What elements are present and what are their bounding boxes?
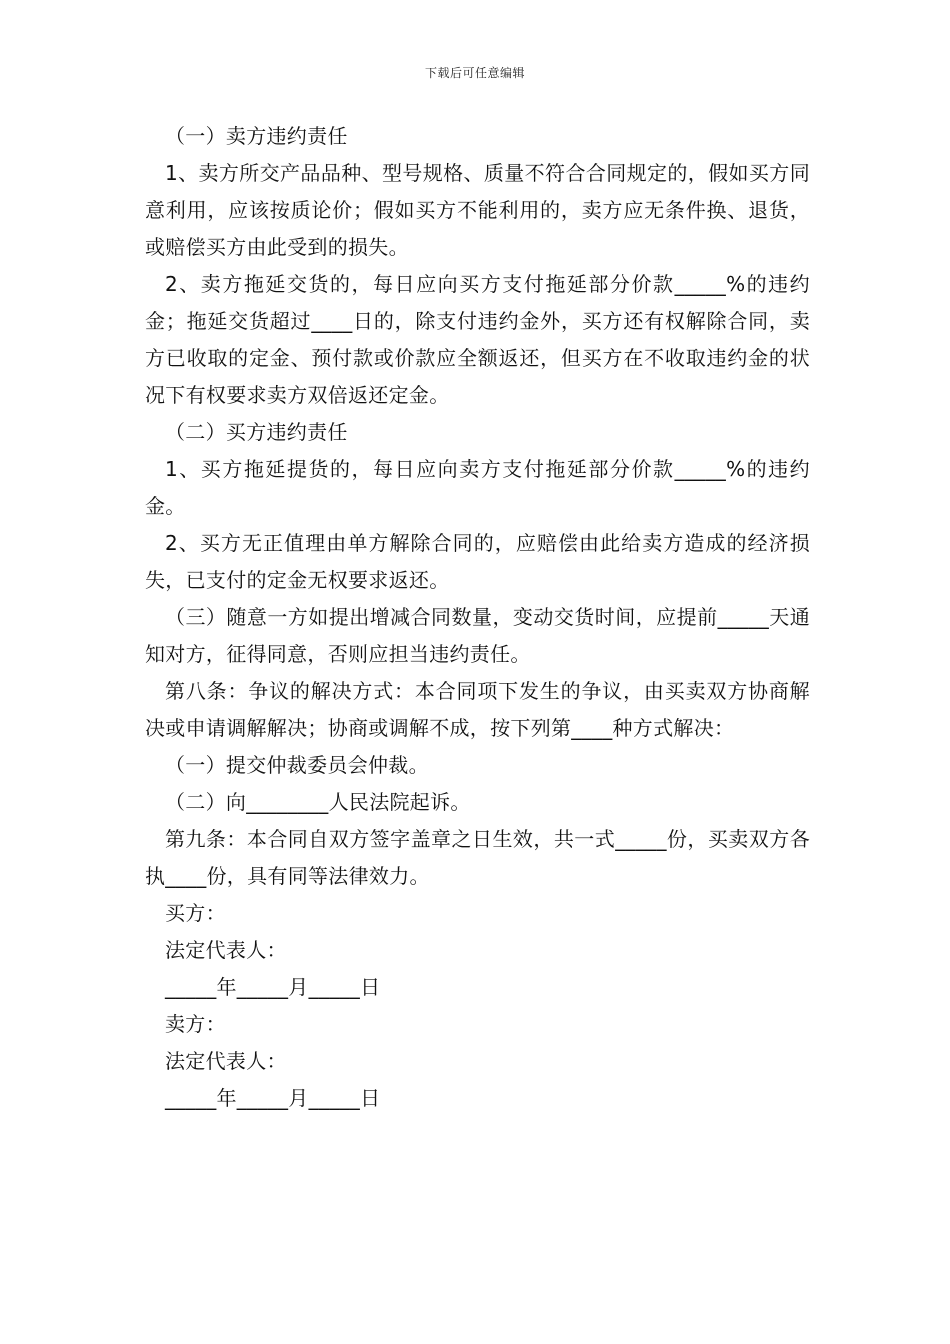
buyer-representative: 法定代表人： bbox=[165, 938, 287, 962]
article-8-dispute: 第八条：争议的解决方式：本合同项下发生的争议，由买卖双方协商解决或申请调解解决；协商或调解不成，按下列第____种方式解决： bbox=[145, 679, 810, 740]
buyer-date: _____年_____月_____日 bbox=[165, 975, 381, 999]
article-9-effect: 第九条：本合同自双方签字盖章之日生效，共一式_____份，买卖双方各执____份，具有同等法律效力。 bbox=[145, 827, 810, 888]
clause-buyer-delay: 1、买方拖延提货的，每日应向卖方支付拖延部分价款_____%的违约金。 bbox=[145, 457, 810, 518]
buyer-signature-block bbox=[145, 895, 810, 1006]
clause-quantity-change: （三）随意一方如提出增减合同数量，变动交货时间，应提前_____天通知对方，征得同意，否则应担当违约责任。 bbox=[145, 605, 810, 666]
clause-seller-delay: 2、卖方拖延交货的，每日应向买方支付拖延部分价款_____%的违约金；拖延交货超过____日的，除支付违约金外，买方还有权解除合同，卖方已收取的定金、预付款或价款应全额返还，但买方在不收取违约金的状况下有权要求卖方双倍返还定金。 bbox=[145, 272, 810, 407]
seller-date: _____年_____月_____日 bbox=[165, 1086, 381, 1110]
section-heading-seller-liability: （一）卖方违约责任 bbox=[165, 124, 348, 148]
page-header: 下载后可任意编辑 bbox=[424, 66, 525, 80]
seller-label: 卖方： bbox=[165, 1012, 226, 1036]
dispute-option-arbitration: （一）提交仲裁委员会仲裁。 bbox=[165, 753, 429, 777]
clause-buyer-termination: 2、买方无正值理由单方解除合同的，应赔偿由此给卖方造成的经济损失，已支付的定金无权要求返还。 bbox=[145, 531, 810, 592]
buyer-label: 买方： bbox=[165, 901, 226, 925]
seller-representative: 法定代表人： bbox=[165, 1049, 287, 1073]
clause-seller-quality: 1、卖方所交产品品种、型号规格、质量不符合合同规定的，假如买方同意利用，应该按质论价；假如买方不能利用的，卖方应无条件换、退货，或赔偿买方由此受到的损失。 bbox=[145, 161, 810, 259]
document-body bbox=[145, 118, 810, 1117]
section-heading-buyer-liability: （二）买方违约责任 bbox=[165, 420, 348, 444]
seller-signature-block bbox=[145, 1006, 810, 1117]
dispute-option-court: （二）向________人民法院起诉。 bbox=[165, 790, 471, 814]
